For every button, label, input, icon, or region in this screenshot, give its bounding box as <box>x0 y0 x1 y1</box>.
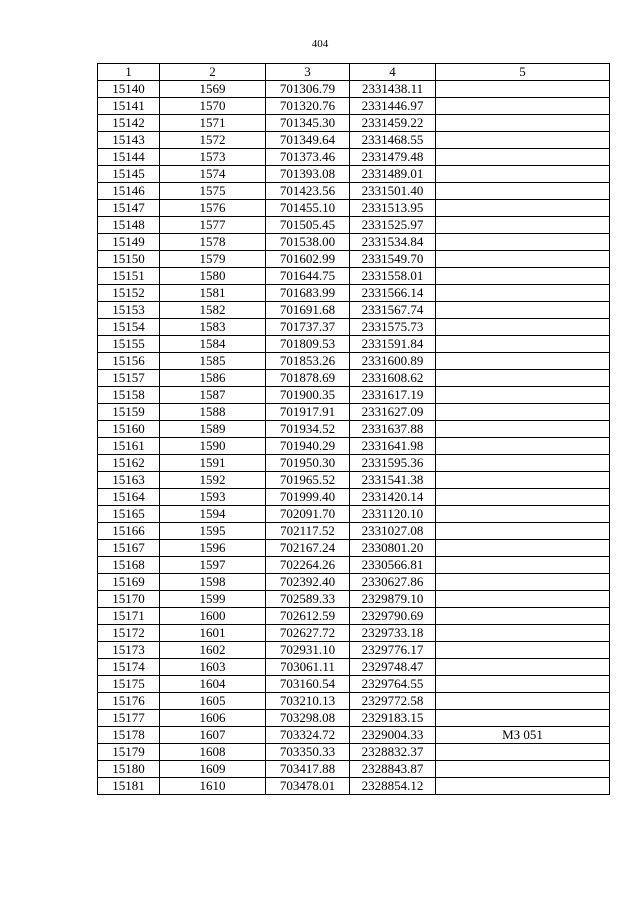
table-cell: 1605 <box>160 693 266 710</box>
table-row <box>98 217 610 234</box>
table-cell: 703210.13 <box>266 693 350 710</box>
table-cell <box>436 132 610 149</box>
table-cell: 701737.37 <box>266 319 350 336</box>
table-cell <box>436 540 610 557</box>
table-cell: 701349.64 <box>266 132 350 149</box>
table-cell: 1595 <box>160 523 266 540</box>
table-cell: 2330627.86 <box>350 574 436 591</box>
table-row <box>98 421 610 438</box>
table-cell: 2331513.95 <box>350 200 436 217</box>
table-cell: 1590 <box>160 438 266 455</box>
table-cell: 701950.30 <box>266 455 350 472</box>
table-cell <box>436 744 610 761</box>
table-cell: 15169 <box>98 574 160 591</box>
table-cell: 702589.33 <box>266 591 350 608</box>
table-cell: 701965.52 <box>266 472 350 489</box>
page-number: 404 <box>311 38 329 50</box>
table-cell: 701644.75 <box>266 268 350 285</box>
table-cell: 2331459.22 <box>350 115 436 132</box>
table-cell: 1578 <box>160 234 266 251</box>
table-cell <box>436 506 610 523</box>
table-cell: 15162 <box>98 455 160 472</box>
table-cell <box>436 659 610 676</box>
table-row <box>98 625 610 642</box>
table-cell: 15165 <box>98 506 160 523</box>
table-cell: 1583 <box>160 319 266 336</box>
table-row <box>98 591 610 608</box>
table-cell: 15153 <box>98 302 160 319</box>
table-cell: 1572 <box>160 132 266 149</box>
table-cell: 2329183.15 <box>350 710 436 727</box>
table-cell: 2331637.88 <box>350 421 436 438</box>
table-row <box>98 574 610 591</box>
table-cell <box>436 319 610 336</box>
table-cell: 2329776.17 <box>350 642 436 659</box>
table-cell: 2329772.58 <box>350 693 436 710</box>
table-cell: 15170 <box>98 591 160 608</box>
table-cell: 15164 <box>98 489 160 506</box>
table-row <box>98 251 610 268</box>
table-cell: 2331479.48 <box>350 149 436 166</box>
column-header: 2 <box>160 64 266 81</box>
table-cell: 2329764.55 <box>350 676 436 693</box>
table-cell: 15171 <box>98 608 160 625</box>
table-cell: 2331489.01 <box>350 166 436 183</box>
table-cell: 15155 <box>98 336 160 353</box>
table-cell <box>436 693 610 710</box>
table-cell: 15173 <box>98 642 160 659</box>
table-row <box>98 506 610 523</box>
table-cell: 1594 <box>160 506 266 523</box>
table-cell: 702627.72 <box>266 625 350 642</box>
table-cell: 701373.46 <box>266 149 350 166</box>
table-cell: 15141 <box>98 98 160 115</box>
table-cell: 703324.72 <box>266 727 350 744</box>
table-cell: 1571 <box>160 115 266 132</box>
table-cell: 1603 <box>160 659 266 676</box>
table-row <box>98 523 610 540</box>
table-row <box>98 710 610 727</box>
table-cell: 702264.26 <box>266 557 350 574</box>
table-row <box>98 642 610 659</box>
table-cell: 1584 <box>160 336 266 353</box>
table-cell <box>436 438 610 455</box>
table-cell <box>436 489 610 506</box>
table-cell: 15144 <box>98 149 160 166</box>
table-cell <box>436 370 610 387</box>
table-cell: 15166 <box>98 523 160 540</box>
table-row <box>98 149 610 166</box>
table-cell: 2331420.14 <box>350 489 436 506</box>
table-cell: 15167 <box>98 540 160 557</box>
table-cell <box>436 285 610 302</box>
table-cell <box>436 591 610 608</box>
table-cell: 701320.76 <box>266 98 350 115</box>
table-cell: 701940.29 <box>266 438 350 455</box>
table-cell: 15168 <box>98 557 160 574</box>
table-cell <box>436 353 610 370</box>
table-cell: 1573 <box>160 149 266 166</box>
table-cell <box>436 200 610 217</box>
table-cell: 1581 <box>160 285 266 302</box>
table-cell: 701999.40 <box>266 489 350 506</box>
table-cell: 701683.99 <box>266 285 350 302</box>
table-cell: 1592 <box>160 472 266 489</box>
table-cell <box>436 642 610 659</box>
table-row <box>98 370 610 387</box>
table-cell: 2331566.14 <box>350 285 436 302</box>
table-cell: 703478.01 <box>266 778 350 795</box>
table-cell <box>436 183 610 200</box>
table-row <box>98 693 610 710</box>
table-cell: 1582 <box>160 302 266 319</box>
table-cell: 1586 <box>160 370 266 387</box>
table-cell <box>436 710 610 727</box>
table-cell: 701809.53 <box>266 336 350 353</box>
table-row <box>98 455 610 472</box>
table-cell: 1597 <box>160 557 266 574</box>
table-cell <box>436 625 610 642</box>
table-cell: 2331541.38 <box>350 472 436 489</box>
table-cell: 701423.56 <box>266 183 350 200</box>
table-cell: 702612.59 <box>266 608 350 625</box>
table-cell: 1574 <box>160 166 266 183</box>
table-row <box>98 489 610 506</box>
table-cell: 2331627.09 <box>350 404 436 421</box>
table-cell: 15154 <box>98 319 160 336</box>
table-cell: 15149 <box>98 234 160 251</box>
table-cell: 1577 <box>160 217 266 234</box>
table-cell: 15174 <box>98 659 160 676</box>
table-cell: 15140 <box>98 81 160 98</box>
table-cell: 1593 <box>160 489 266 506</box>
table-cell: 15175 <box>98 676 160 693</box>
table-row <box>98 676 610 693</box>
table-cell <box>436 81 610 98</box>
table-cell: 1606 <box>160 710 266 727</box>
table-cell: 701602.99 <box>266 251 350 268</box>
table-cell: 2331027.08 <box>350 523 436 540</box>
table-cell <box>436 778 610 795</box>
table-cell: 15178 <box>98 727 160 744</box>
table-cell: 1569 <box>160 81 266 98</box>
table-cell: 2331595.36 <box>350 455 436 472</box>
table-cell: 1589 <box>160 421 266 438</box>
table-cell: 2330566.81 <box>350 557 436 574</box>
table-cell: 702167.24 <box>266 540 350 557</box>
table-row <box>98 98 610 115</box>
table-cell: 703298.08 <box>266 710 350 727</box>
table-cell: 701393.08 <box>266 166 350 183</box>
table-row <box>98 387 610 404</box>
table-cell: 702392.40 <box>266 574 350 591</box>
table-cell <box>436 557 610 574</box>
table-cell: 702117.52 <box>266 523 350 540</box>
table-row <box>98 200 610 217</box>
table-row <box>98 319 610 336</box>
table-cell: 702091.70 <box>266 506 350 523</box>
table-cell: 15161 <box>98 438 160 455</box>
table-row <box>98 761 610 778</box>
table-cell: 2328843.87 <box>350 761 436 778</box>
table-cell <box>436 302 610 319</box>
table-cell: 701934.52 <box>266 421 350 438</box>
table-cell: 703417.88 <box>266 761 350 778</box>
table-cell <box>436 217 610 234</box>
table-cell: 2331608.62 <box>350 370 436 387</box>
table-cell: 1602 <box>160 642 266 659</box>
table-cell: 15181 <box>98 778 160 795</box>
table-cell: 701306.79 <box>266 81 350 98</box>
table-cell <box>436 676 610 693</box>
table-cell: 1607 <box>160 727 266 744</box>
table-cell: 1580 <box>160 268 266 285</box>
table-cell: 15157 <box>98 370 160 387</box>
table-cell: 2331558.01 <box>350 268 436 285</box>
table-cell: 703350.33 <box>266 744 350 761</box>
table-cell: 701917.91 <box>266 404 350 421</box>
table-cell <box>436 523 610 540</box>
table-cell <box>436 336 610 353</box>
table-cell <box>436 404 610 421</box>
table-cell <box>436 251 610 268</box>
table-cell <box>436 574 610 591</box>
table-cell: 15156 <box>98 353 160 370</box>
table-cell: 2331501.40 <box>350 183 436 200</box>
table-cell: 1587 <box>160 387 266 404</box>
table-cell: 1596 <box>160 540 266 557</box>
table-cell: 2330801.20 <box>350 540 436 557</box>
table-cell: 15158 <box>98 387 160 404</box>
table-row <box>98 608 610 625</box>
table-cell: 1600 <box>160 608 266 625</box>
coordinates-table <box>97 63 610 795</box>
table-cell: 15143 <box>98 132 160 149</box>
table-cell: 1585 <box>160 353 266 370</box>
table-cell: 15145 <box>98 166 160 183</box>
table-cell: 15159 <box>98 404 160 421</box>
table-cell: 1601 <box>160 625 266 642</box>
table-cell: 2331575.73 <box>350 319 436 336</box>
table-cell: МЗ 051 <box>436 727 610 744</box>
table-cell: 15151 <box>98 268 160 285</box>
table-cell: 2331468.55 <box>350 132 436 149</box>
table-cell: 2331549.70 <box>350 251 436 268</box>
table-cell: 2329748.47 <box>350 659 436 676</box>
table-cell: 15147 <box>98 200 160 217</box>
table-cell: 15177 <box>98 710 160 727</box>
table-cell: 2331446.97 <box>350 98 436 115</box>
table-cell <box>436 761 610 778</box>
table-cell: 15142 <box>98 115 160 132</box>
table-cell: 2328832.37 <box>350 744 436 761</box>
table-cell <box>436 149 610 166</box>
table-cell: 2331617.19 <box>350 387 436 404</box>
table-row <box>98 404 610 421</box>
table-cell: 15180 <box>98 761 160 778</box>
table-cell <box>436 421 610 438</box>
table-cell: 15152 <box>98 285 160 302</box>
table-cell: 2331525.97 <box>350 217 436 234</box>
table-cell: 1579 <box>160 251 266 268</box>
table-row <box>98 472 610 489</box>
table-cell: 15146 <box>98 183 160 200</box>
table-body <box>98 81 610 795</box>
table-cell: 15172 <box>98 625 160 642</box>
table-cell: 2329733.18 <box>350 625 436 642</box>
table-cell <box>436 115 610 132</box>
table-cell: 703061.11 <box>266 659 350 676</box>
table-row <box>98 353 610 370</box>
table-row <box>98 659 610 676</box>
table-cell: 1610 <box>160 778 266 795</box>
table-cell: 15163 <box>98 472 160 489</box>
table-cell: 701853.26 <box>266 353 350 370</box>
column-header: 1 <box>98 64 160 81</box>
table-cell <box>436 166 610 183</box>
table-cell: 701455.10 <box>266 200 350 217</box>
table-cell: 701538.00 <box>266 234 350 251</box>
table-cell: 2329004.33 <box>350 727 436 744</box>
table-cell <box>436 98 610 115</box>
table-cell: 701900.35 <box>266 387 350 404</box>
table-header-row <box>98 64 610 81</box>
table-cell: 1570 <box>160 98 266 115</box>
table-cell: 1575 <box>160 183 266 200</box>
table-cell: 2329879.10 <box>350 591 436 608</box>
table-row <box>98 540 610 557</box>
table-row <box>98 268 610 285</box>
table-cell: 1604 <box>160 676 266 693</box>
table-row <box>98 115 610 132</box>
table-cell: 15148 <box>98 217 160 234</box>
table-cell: 2331120.10 <box>350 506 436 523</box>
table-row <box>98 727 610 744</box>
table-cell <box>436 387 610 404</box>
table-row <box>98 183 610 200</box>
table-cell: 701505.45 <box>266 217 350 234</box>
table-row <box>98 744 610 761</box>
table-cell: 15176 <box>98 693 160 710</box>
table-row <box>98 81 610 98</box>
table-cell: 2331600.89 <box>350 353 436 370</box>
table-row <box>98 285 610 302</box>
table-row <box>98 557 610 574</box>
column-header: 3 <box>266 64 350 81</box>
table-cell: 1599 <box>160 591 266 608</box>
table-cell: 2331534.84 <box>350 234 436 251</box>
table-cell <box>436 608 610 625</box>
table-cell: 2329790.69 <box>350 608 436 625</box>
table-cell: 2331641.98 <box>350 438 436 455</box>
table-cell: 2331567.74 <box>350 302 436 319</box>
table-row <box>98 234 610 251</box>
table-cell <box>436 234 610 251</box>
table-cell: 701345.30 <box>266 115 350 132</box>
table-cell: 1608 <box>160 744 266 761</box>
table-cell: 15150 <box>98 251 160 268</box>
table-row <box>98 132 610 149</box>
table-cell: 1588 <box>160 404 266 421</box>
table-cell <box>436 472 610 489</box>
table-row <box>98 438 610 455</box>
table-row <box>98 166 610 183</box>
table-cell: 15160 <box>98 421 160 438</box>
table-cell: 701691.68 <box>266 302 350 319</box>
table-cell: 702931.10 <box>266 642 350 659</box>
table-cell: 1576 <box>160 200 266 217</box>
table-cell <box>436 268 610 285</box>
table-cell: 1609 <box>160 761 266 778</box>
table-row <box>98 302 610 319</box>
table-row <box>98 778 610 795</box>
table-cell: 2331591.84 <box>350 336 436 353</box>
table-cell: 2328854.12 <box>350 778 436 795</box>
table-cell: 15179 <box>98 744 160 761</box>
table-cell: 1591 <box>160 455 266 472</box>
table-cell: 701878.69 <box>266 370 350 387</box>
column-header: 4 <box>350 64 436 81</box>
table-cell: 2331438.11 <box>350 81 436 98</box>
table-cell: 703160.54 <box>266 676 350 693</box>
table-row <box>98 336 610 353</box>
table-cell: 1598 <box>160 574 266 591</box>
column-header: 5 <box>436 64 610 81</box>
table-cell <box>436 455 610 472</box>
